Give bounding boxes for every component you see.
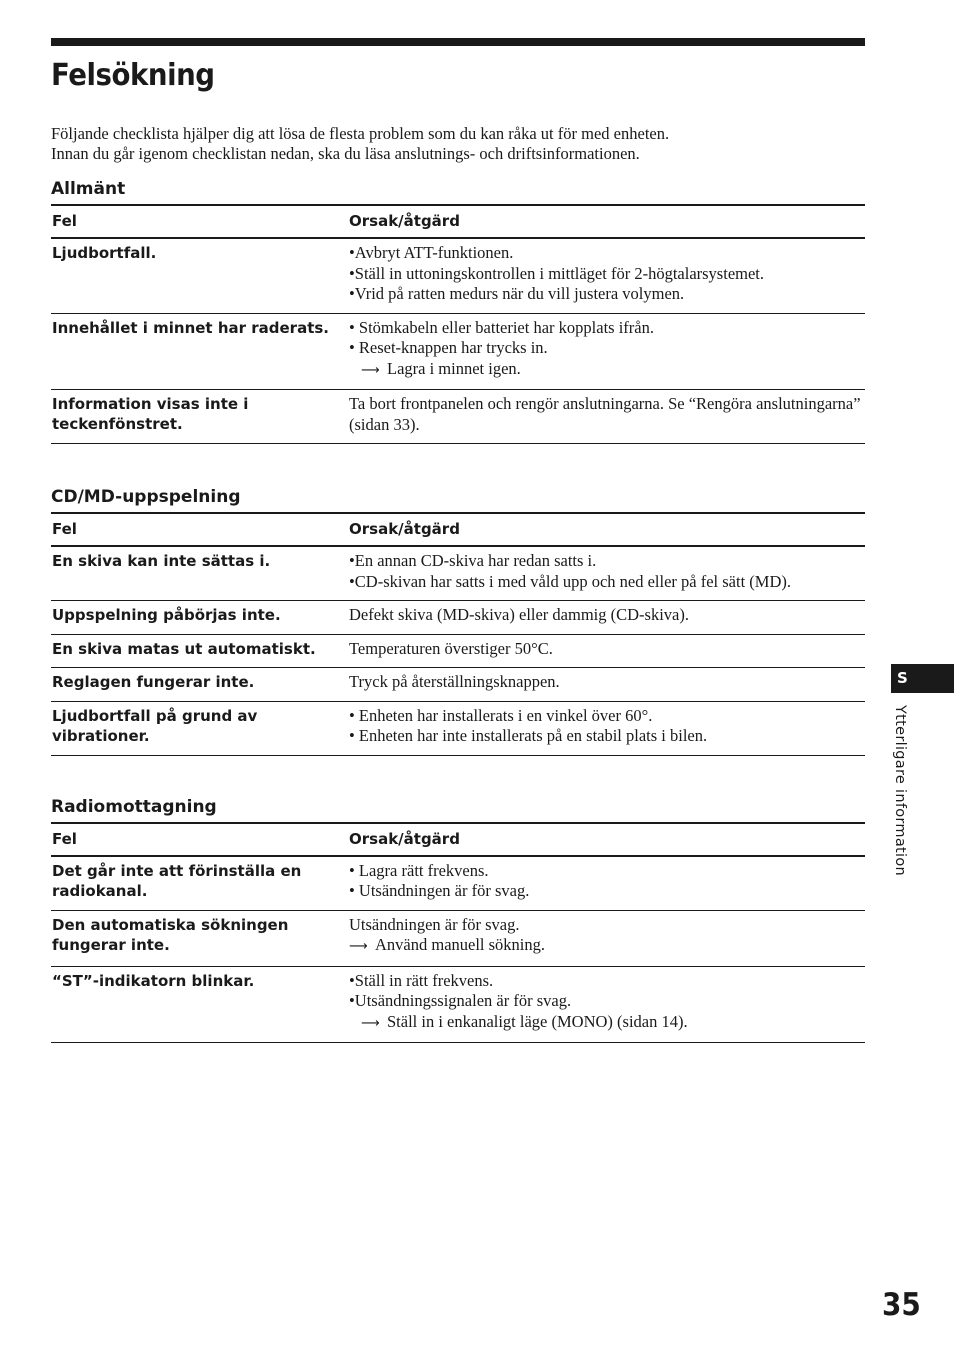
remedy-text: Ställ in i enkanaligt läge (MONO) (sidan 14). — [387, 1011, 688, 1031]
cause-bullet: • Lagra rätt frekvens. — [349, 860, 489, 880]
problem-cell: En skiva matas ut automatiskt. — [51, 634, 348, 668]
remedy-line — [349, 935, 865, 958]
table-row — [51, 966, 865, 1043]
arrow-right-icon: ⟶ — [361, 362, 380, 378]
remedy-line — [349, 359, 865, 382]
cause-cell — [348, 601, 865, 635]
problem-cell: Innehållet i minnet har raderats. — [51, 313, 348, 390]
cause-cell — [348, 390, 865, 444]
table-row — [51, 601, 865, 635]
section — [51, 796, 865, 1044]
problem-cell: Den automatiska sökningen fungerar inte. — [51, 910, 348, 966]
problem-cell: Det går inte att förinställa en radiokanal. — [51, 856, 348, 911]
cause-bullet: •En annan CD-skiva har redan satts i. — [349, 551, 597, 570]
arrow-right-icon: ⟶ — [349, 939, 368, 954]
troubleshooting-table — [51, 204, 865, 444]
cause-cell — [348, 910, 865, 966]
remedy-line — [349, 1012, 865, 1035]
section-title: Allmänt — [51, 179, 126, 199]
section — [51, 178, 865, 444]
page-title: Felsökning — [51, 58, 215, 93]
table-header — [51, 823, 865, 856]
language-tab: S — [891, 664, 954, 693]
problem-cell: Ljudbortfall. — [51, 238, 348, 313]
problem-cell: “ST”-indikatorn blinkar. — [51, 966, 348, 1043]
side-label: Ytterligare information — [892, 705, 908, 877]
troubleshooting-table — [51, 822, 865, 1044]
cause-bullet: • Enheten har inte installerats på en stabil plats i bilen. — [349, 726, 708, 745]
table-header — [51, 205, 865, 238]
cause-bullet: • Reset-knappen har trycks in. — [349, 338, 548, 357]
table-row — [51, 910, 865, 966]
troubleshooting-table — [51, 512, 865, 756]
intro-line-2: Innan du går igenom checklistan nedan, ska du läsa anslutnings- och driftsinformationen. — [51, 144, 640, 163]
intro-line-1: Följande checklista hjälper dig att lösa de flesta problem som du kan råka ut för med enheten. — [51, 124, 670, 143]
top-rule — [51, 38, 865, 46]
sections — [51, 178, 865, 1043]
header-cause: Orsak/åtgärd — [348, 823, 865, 856]
cause-bullet: •Vrid på ratten medurs när du vill justera volymen. — [349, 284, 685, 303]
cause-cell — [348, 701, 865, 755]
cause-text: Tryck på återställningsknappen. — [349, 672, 560, 691]
table-row — [51, 546, 865, 601]
page-content — [51, 38, 865, 1043]
section — [51, 486, 865, 756]
remedy-text: Använd manuell sökning. — [375, 935, 546, 954]
remedy-text: Lagra i minnet igen. — [387, 358, 521, 378]
problem-cell: Uppspelning påbörjas inte. — [51, 601, 348, 635]
header-problem: Fel — [51, 513, 348, 546]
arrow-right-icon: ⟶ — [361, 1015, 380, 1031]
page-number: 35 — [882, 1287, 921, 1323]
header-problem: Fel — [51, 823, 348, 856]
cause-text: Utsändningen är för svag. — [349, 914, 520, 934]
section-title: CD/MD-uppspelning — [51, 487, 241, 507]
cause-cell — [348, 313, 865, 390]
table-row — [51, 238, 865, 313]
problem-cell: En skiva kan inte sättas i. — [51, 546, 348, 601]
cause-cell — [348, 668, 865, 702]
cause-cell — [348, 546, 865, 601]
table-row — [51, 313, 865, 390]
table-row — [51, 390, 865, 444]
cause-bullet: •CD-skivan har satts i med våld upp och ned eller på fel sätt (MD). — [349, 571, 791, 591]
cause-cell — [348, 856, 865, 911]
header-problem: Fel — [51, 205, 348, 238]
header-cause: Orsak/åtgärd — [348, 513, 865, 546]
problem-cell: Ljudbortfall på grund av vibrationer. — [51, 701, 348, 755]
cause-text: Defekt skiva (MD-skiva) eller dammig (CD-skiva). — [349, 605, 689, 624]
problem-cell: Reglagen fungerar inte. — [51, 668, 348, 702]
table-row — [51, 856, 865, 911]
table-header — [51, 513, 865, 546]
cause-text: Temperaturen överstiger 50°C. — [349, 638, 553, 658]
cause-bullet: •Utsändningssignalen är för svag. — [349, 991, 572, 1010]
table-row — [51, 634, 865, 668]
cause-text: Ta bort frontpanelen och rengör anslutningarna. Se “Rengöra anslutningarna” (sidan 33). — [349, 394, 861, 434]
cause-cell — [348, 634, 865, 668]
cause-bullet: •Avbryt ATT-funktionen. — [349, 243, 514, 262]
cause-cell — [348, 966, 865, 1043]
section-title: Radiomottagning — [51, 796, 217, 817]
problem-cell: Information visas inte i teckenfönstret. — [51, 390, 348, 444]
cause-cell — [348, 238, 865, 313]
table-row — [51, 701, 865, 755]
table-row — [51, 668, 865, 702]
cause-bullet: • Enheten har installerats i en vinkel över 60°. — [349, 705, 653, 725]
cause-bullet: •Ställ in uttoningskontrollen i mittläget för 2-högtalarsystemet. — [349, 263, 765, 283]
cause-bullet: • Stömkabeln eller batteriet har kopplats ifrån. — [349, 317, 654, 337]
cause-bullet: • Utsändningen är för svag. — [349, 881, 530, 900]
intro — [51, 124, 865, 164]
header-cause: Orsak/åtgärd — [348, 205, 865, 238]
cause-bullet: •Ställ in rätt frekvens. — [349, 970, 494, 990]
